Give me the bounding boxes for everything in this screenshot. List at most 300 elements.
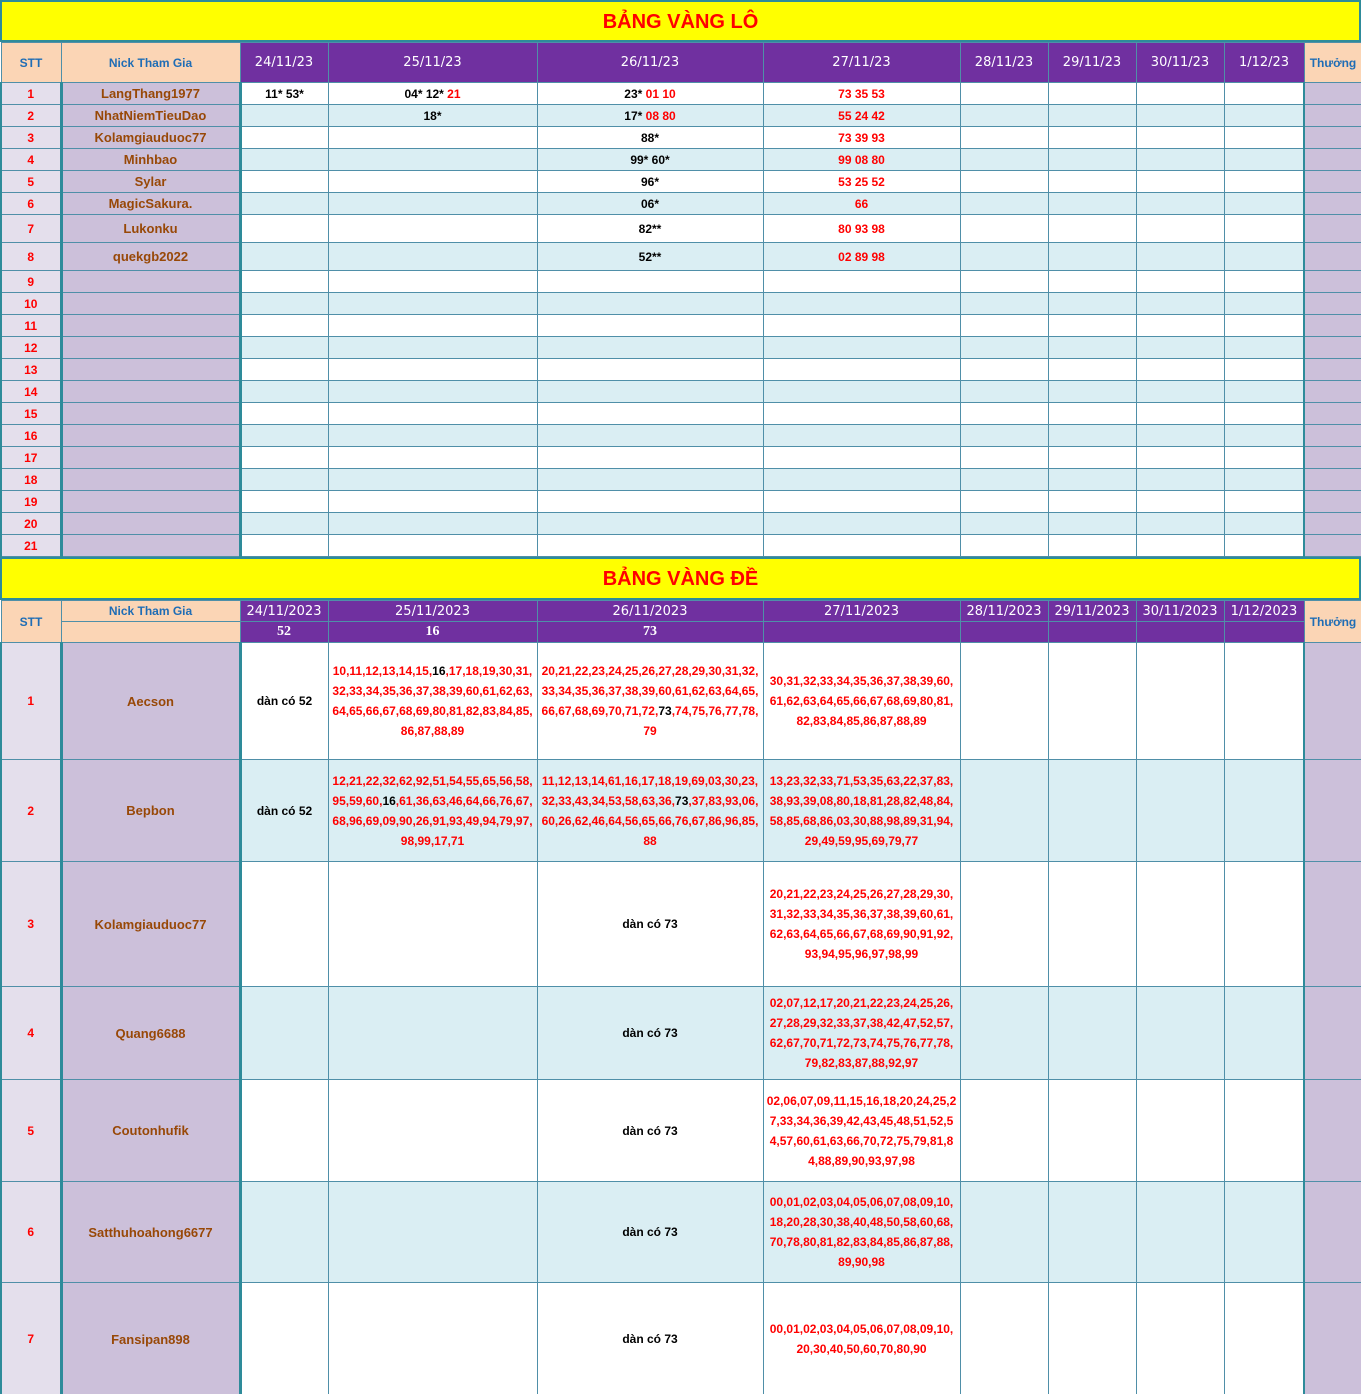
lo-row-cell (1136, 447, 1224, 469)
de-row-cell (537, 760, 763, 862)
lo-row-thuong (1304, 337, 1361, 359)
lo-row-cell (537, 337, 763, 359)
lo-row-stt: 9 (1, 271, 61, 293)
lo-row-cell (763, 215, 960, 243)
lo-row-cell (960, 293, 1048, 315)
de-number-list (538, 661, 763, 741)
lo-row-cell (240, 83, 328, 105)
lo-row-cell (1048, 491, 1136, 513)
lo-row-cell (537, 315, 763, 337)
lo-pick-value (764, 153, 960, 167)
lo-row-cell (960, 381, 1048, 403)
lo-row-cell (1224, 271, 1304, 293)
lo-row-cell (537, 535, 763, 557)
lo-row-thuong (1304, 315, 1361, 337)
lo-pick-value (764, 175, 960, 189)
lo-row-cell (1136, 105, 1224, 127)
lo-row-cell (1136, 425, 1224, 447)
lo-row-stt: 12 (1, 337, 61, 359)
value-fragment: 16 (382, 793, 396, 808)
de-date-header: 30/11/2023 (1136, 601, 1224, 622)
lo-row-cell (1224, 293, 1304, 315)
lo-row-thuong (1304, 149, 1361, 171)
lo-row-cell (763, 149, 960, 171)
lo-row-thuong (1304, 381, 1361, 403)
lo-date-header: 25/11/23 (328, 43, 537, 83)
lo-row-nick (61, 337, 240, 359)
lo-row-thuong (1304, 127, 1361, 149)
lo-row-cell (240, 193, 328, 215)
lo-row-nick: quekgb2022 (61, 243, 240, 271)
de-table-row (1, 1283, 1361, 1394)
de-date-header: 28/11/2023 (960, 601, 1048, 622)
lo-pick-value (764, 109, 960, 123)
de-result-value (1048, 622, 1136, 643)
lo-date-header: 27/11/23 (763, 43, 960, 83)
lo-row-stt: 3 (1, 127, 61, 149)
lo-row-cell (763, 171, 960, 193)
lo-body (1, 83, 1361, 557)
lo-row-cell (537, 105, 763, 127)
de-row-nick: Fansipan898 (61, 1283, 240, 1394)
lo-table-row (1, 83, 1361, 105)
lo-row-cell (1224, 215, 1304, 243)
lo-row-cell (1136, 535, 1224, 557)
de-row-cell (1048, 1283, 1136, 1394)
lo-row-cell (1136, 403, 1224, 425)
de-table-row (1, 760, 1361, 862)
lo-row-cell (1136, 315, 1224, 337)
lo-row-cell (240, 359, 328, 381)
de-stt-header: STT (1, 601, 61, 643)
lo-row-cell (763, 491, 960, 513)
lo-table-row (1, 381, 1361, 403)
lo-row-cell (537, 513, 763, 535)
lo-row-cell (537, 193, 763, 215)
de-row-stt: 6 (1, 1182, 61, 1283)
lo-row-cell (1048, 271, 1136, 293)
lo-row-cell (1048, 215, 1136, 243)
lo-row-cell (960, 359, 1048, 381)
lo-row-cell (328, 447, 537, 469)
de-row-nick: Coutonhufik (61, 1080, 240, 1182)
de-row-cell (240, 862, 328, 987)
lo-row-cell (763, 293, 960, 315)
lo-table-row (1, 271, 1361, 293)
lo-row-cell (960, 271, 1048, 293)
value-fragment: 73 (675, 793, 689, 808)
value-fragment: 53 25 52 (838, 174, 885, 189)
de-row-stt: 5 (1, 1080, 61, 1182)
lo-row-cell (240, 447, 328, 469)
de-row-cell (1136, 987, 1224, 1080)
lo-row-cell (763, 83, 960, 105)
lo-pick-value (764, 87, 960, 101)
lo-date-header: 30/11/23 (1136, 43, 1224, 83)
de-result-value (960, 622, 1048, 643)
lo-date-header: 26/11/23 (537, 43, 763, 83)
de-table-row (1, 643, 1361, 760)
value-fragment: 96* (640, 174, 660, 189)
lo-row-cell (763, 127, 960, 149)
lo-row-cell (240, 403, 328, 425)
de-row-cell (1224, 760, 1304, 862)
de-row-cell (960, 643, 1048, 760)
lo-row-cell (763, 359, 960, 381)
lo-row-cell (240, 171, 328, 193)
lo-table-row (1, 193, 1361, 215)
de-row-cell (960, 987, 1048, 1080)
de-row-cell (328, 1080, 537, 1182)
lo-row-cell (960, 243, 1048, 271)
value-fragment: 20,21,22,23,24,25,26,27,28,29,30,31,32,33,34,35,36,37,38,39,60,61,62,63,64,65,66,67,68,69,70,71,72, (541, 664, 759, 718)
lo-row-cell (240, 469, 328, 491)
lo-pick-value (764, 197, 960, 211)
de-row-cell (328, 1182, 537, 1283)
lo-row-cell (328, 83, 537, 105)
lo-row-cell (960, 83, 1048, 105)
lo-row-cell (537, 271, 763, 293)
de-title: BẢNG VÀNG ĐỀ (0, 557, 1361, 600)
lo-row-cell (240, 381, 328, 403)
lo-row-cell (328, 193, 537, 215)
lo-row-cell (537, 469, 763, 491)
lo-row-cell (960, 491, 1048, 513)
de-row-cell (1224, 1182, 1304, 1283)
de-table-row (1, 987, 1361, 1080)
lo-row-cell (1048, 83, 1136, 105)
lo-row-cell (537, 171, 763, 193)
lo-row-cell (1136, 491, 1224, 513)
lo-row-cell (960, 215, 1048, 243)
lo-row-cell (537, 149, 763, 171)
lo-row-cell (537, 83, 763, 105)
lo-row-cell (1224, 171, 1304, 193)
lo-row-thuong (1304, 83, 1361, 105)
value-fragment: 30,31,32,33,34,35,36,37,38,39,60,61,62,63,64,65,66,67,68,69,80,81,82,83,84,85,86,87,88,89 (769, 674, 954, 728)
de-nick-header: Nick Tham Gia (61, 601, 240, 622)
de-body (1, 643, 1361, 1394)
lo-table-row (1, 491, 1361, 513)
lo-row-cell (1136, 513, 1224, 535)
lo-row-cell (1048, 105, 1136, 127)
value-fragment: 10,11,12,13,14,15, (332, 664, 433, 678)
de-number-list (764, 993, 960, 1073)
de-row-cell (1048, 987, 1136, 1080)
value-fragment: dàn có 73 (622, 1123, 678, 1138)
lo-row-stt: 20 (1, 513, 61, 535)
de-row-nick: Quang6688 (61, 987, 240, 1080)
de-row-cell (240, 1283, 328, 1394)
lo-row-cell (1136, 193, 1224, 215)
lo-row-cell (328, 403, 537, 425)
de-row-cell (328, 1283, 537, 1394)
lo-row-cell (1224, 83, 1304, 105)
lo-row-nick (61, 425, 240, 447)
lo-row-thuong (1304, 491, 1361, 513)
lo-pick-value (538, 131, 763, 145)
lo-row-cell (1136, 127, 1224, 149)
lo-row-stt: 19 (1, 491, 61, 513)
de-dan-note (538, 1124, 763, 1138)
lo-row-cell (1224, 337, 1304, 359)
de-number-list (764, 671, 960, 731)
de-table (0, 600, 1361, 1394)
lo-row-cell (1136, 83, 1224, 105)
lo-row-cell (1224, 447, 1304, 469)
de-dan-note (538, 1332, 763, 1346)
lo-row-cell (1048, 513, 1136, 535)
lo-row-thuong (1304, 271, 1361, 293)
lo-row-cell (537, 359, 763, 381)
de-result-value: 16 (328, 622, 537, 643)
lo-row-cell (960, 149, 1048, 171)
de-result-value (763, 622, 960, 643)
de-dan-note (538, 1026, 763, 1040)
lo-row-cell (1136, 271, 1224, 293)
lo-row-cell (1224, 105, 1304, 127)
de-row-cell (537, 1182, 763, 1283)
lo-row-cell (328, 243, 537, 271)
lo-row-cell (763, 535, 960, 557)
de-number-list (538, 771, 763, 851)
de-row-cell (1224, 987, 1304, 1080)
lo-row-cell (1048, 447, 1136, 469)
de-row-cell (763, 862, 960, 987)
lo-row-cell (1136, 293, 1224, 315)
value-fragment: dàn có 73 (622, 1332, 678, 1346)
lo-row-cell (1048, 193, 1136, 215)
de-row-cell (763, 987, 960, 1080)
lo-row-thuong (1304, 403, 1361, 425)
de-date-header: 29/11/2023 (1048, 601, 1136, 622)
de-row-cell (763, 643, 960, 760)
value-fragment: 52** (638, 249, 662, 264)
de-row-cell (1136, 1182, 1224, 1283)
de-row-cell (1048, 643, 1136, 760)
lo-row-nick (61, 469, 240, 491)
lo-row-cell (240, 315, 328, 337)
lo-table-row (1, 149, 1361, 171)
lo-row-cell (537, 425, 763, 447)
de-row-cell (1048, 760, 1136, 862)
de-number-list (329, 661, 537, 741)
de-row-cell (240, 987, 328, 1080)
de-row-cell (1136, 1283, 1224, 1394)
value-fragment: ,37,83,93,06,60,26,62,46,64,56,65,66,76,67,86,96,85,88 (541, 793, 759, 848)
value-fragment: dàn có 73 (622, 1225, 678, 1239)
lo-row-cell (328, 513, 537, 535)
lo-table-row (1, 293, 1361, 315)
lo-row-thuong (1304, 243, 1361, 271)
lo-row-cell (240, 293, 328, 315)
lo-row-cell (1224, 149, 1304, 171)
lo-row-cell (1224, 403, 1304, 425)
de-date-header: 1/12/2023 (1224, 601, 1304, 622)
lo-row-cell (328, 105, 537, 127)
de-row-nick: Aecson (61, 643, 240, 760)
value-fragment: 88* (640, 130, 660, 145)
value-fragment: 73 (658, 704, 672, 718)
de-dan-note (242, 804, 328, 818)
de-row-cell (240, 1080, 328, 1182)
de-header-row (1, 601, 1361, 622)
lo-row-stt: 7 (1, 215, 61, 243)
de-number-list (329, 771, 537, 851)
de-result-row (1, 622, 1361, 643)
de-row-cell (328, 987, 537, 1080)
value-fragment: 73 35 53 (838, 86, 885, 101)
lo-table-row (1, 469, 1361, 491)
value-fragment: dàn có 73 (622, 917, 678, 931)
lo-row-nick (61, 491, 240, 513)
value-fragment: 80 93 98 (838, 221, 885, 236)
lo-title: BẢNG VÀNG LÔ (0, 0, 1361, 42)
lo-pick-value (242, 87, 328, 101)
de-row-cell (537, 987, 763, 1080)
lo-row-nick (61, 513, 240, 535)
lo-row-cell (328, 535, 537, 557)
lo-row-stt: 14 (1, 381, 61, 403)
lo-row-thuong (1304, 359, 1361, 381)
lo-thuong-header: Thưởng (1304, 43, 1361, 83)
lo-row-cell (537, 127, 763, 149)
de-thuong-header: Thưởng (1304, 601, 1361, 643)
de-row-thuong (1304, 643, 1361, 760)
lo-row-cell (763, 513, 960, 535)
de-date-header: 26/11/2023 (537, 601, 763, 622)
lo-row-cell (328, 293, 537, 315)
de-row-cell (763, 1283, 960, 1394)
lo-row-cell (1224, 381, 1304, 403)
lo-row-cell (328, 171, 537, 193)
de-number-list (764, 884, 960, 964)
lo-row-stt: 13 (1, 359, 61, 381)
lo-table-row (1, 337, 1361, 359)
de-number-list (764, 771, 960, 851)
lo-row-cell (328, 315, 537, 337)
lo-row-cell (763, 271, 960, 293)
lo-pick-value (538, 109, 763, 123)
lo-row-thuong (1304, 105, 1361, 127)
lo-row-cell (240, 271, 328, 293)
lo-row-cell (240, 425, 328, 447)
de-row-cell (960, 1283, 1048, 1394)
value-fragment: 21 (447, 86, 461, 101)
de-date-header: 25/11/2023 (328, 601, 537, 622)
lo-date-header: 24/11/23 (240, 43, 328, 83)
lo-row-cell (960, 337, 1048, 359)
value-fragment: 82** (638, 221, 662, 236)
lo-pick-value (329, 109, 537, 123)
lo-row-thuong (1304, 535, 1361, 557)
lo-row-cell (328, 491, 537, 513)
lo-table-row (1, 315, 1361, 337)
de-row-stt: 7 (1, 1283, 61, 1394)
lo-row-cell (328, 127, 537, 149)
lo-stt-header: STT (1, 43, 61, 83)
value-fragment: ,17,18,19,30,31,32,33,34,35,36,37,38,39,60,61,62,63,64,65,66,67,68,69,80,81,82,83,84,85,86,87,88,89 (332, 664, 533, 738)
lo-row-cell (960, 403, 1048, 425)
lo-row-nick: LangThang1977 (61, 83, 240, 105)
value-fragment: 16 (432, 664, 446, 678)
de-row-cell (328, 643, 537, 760)
value-fragment: 00,01,02,03,04,05,06,07,08,09,10,20,30,40,50,60,70,80,90 (769, 1322, 954, 1356)
de-row-cell (1224, 1080, 1304, 1182)
de-date-header: 24/11/2023 (240, 601, 328, 622)
lo-row-stt: 21 (1, 535, 61, 557)
lo-pick-value (764, 131, 960, 145)
value-fragment: dàn có 52 (256, 694, 313, 708)
de-row-cell (1136, 643, 1224, 760)
lo-row-cell (240, 513, 328, 535)
de-row-thuong (1304, 760, 1361, 862)
de-row-cell (1136, 1080, 1224, 1182)
lo-table-row (1, 513, 1361, 535)
lo-row-nick: Lukonku (61, 215, 240, 243)
lo-row-cell (240, 127, 328, 149)
value-fragment: 23* (624, 86, 646, 101)
lo-row-stt: 10 (1, 293, 61, 315)
value-fragment: 18* (423, 108, 442, 123)
lo-row-cell (1224, 193, 1304, 215)
lo-row-cell (960, 171, 1048, 193)
lo-row-cell (1048, 469, 1136, 491)
lo-row-stt: 1 (1, 83, 61, 105)
lo-row-nick (61, 359, 240, 381)
lo-row-nick (61, 403, 240, 425)
lo-row-cell (960, 127, 1048, 149)
lo-row-stt: 8 (1, 243, 61, 271)
lo-row-cell (1048, 425, 1136, 447)
lo-row-cell (537, 381, 763, 403)
lo-row-cell (240, 535, 328, 557)
de-row-cell (763, 1182, 960, 1283)
value-fragment: 11* 53* (265, 86, 304, 101)
value-fragment: 06* (640, 196, 660, 211)
de-row-cell (1048, 1182, 1136, 1283)
lo-row-cell (328, 149, 537, 171)
de-row-nick: Bepbon (61, 760, 240, 862)
lo-pick-value (538, 197, 763, 211)
lo-pick-value (538, 222, 763, 236)
de-row-thuong (1304, 987, 1361, 1080)
lo-row-cell (1136, 381, 1224, 403)
lo-row-cell (240, 149, 328, 171)
de-row-nick: Kolamgiauduoc77 (61, 862, 240, 987)
lo-nick-header: Nick Tham Gia (61, 43, 240, 83)
lo-row-cell (1048, 171, 1136, 193)
lo-row-cell (763, 447, 960, 469)
lo-pick-value (764, 250, 960, 264)
lo-row-cell (1136, 215, 1224, 243)
de-row-stt: 2 (1, 760, 61, 862)
de-row-cell (537, 1283, 763, 1394)
lo-row-stt: 16 (1, 425, 61, 447)
de-row-cell (328, 862, 537, 987)
de-row-cell (537, 862, 763, 987)
de-row-cell (240, 643, 328, 760)
value-fragment: 02,07,12,17,20,21,22,23,24,25,26,27,28,29,32,33,37,38,42,47,52,57,62,67,70,71,72,73,74,75,76,77,78,79,82,83,87,88,92,97 (769, 996, 954, 1070)
lo-row-nick (61, 293, 240, 315)
lo-table-row (1, 535, 1361, 557)
lo-pick-value (764, 222, 960, 236)
value-fragment: dàn có 73 (622, 1026, 678, 1040)
lo-row-nick: Kolamgiauduoc77 (61, 127, 240, 149)
lo-row-cell (537, 215, 763, 243)
lo-row-cell (1136, 469, 1224, 491)
lo-row-cell (240, 105, 328, 127)
